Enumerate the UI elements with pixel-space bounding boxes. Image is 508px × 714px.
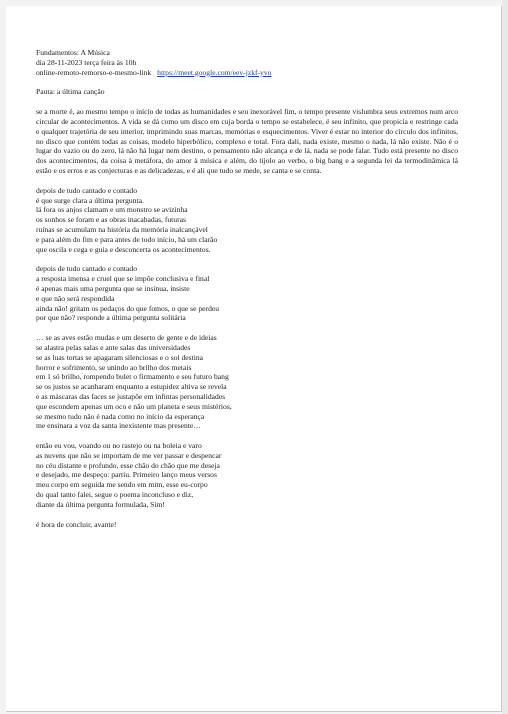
verse-line: meu corpo em seguida me sendo em mim, esse eu-corpo (36, 480, 208, 490)
stanza-4 (36, 441, 466, 510)
verse-line: e para além do fim e para antes de todo início, há um clarão (36, 234, 218, 244)
verse-line: que escondem apenas um oco e não um planeta e seus mistérios, (36, 401, 232, 411)
viewer-edge (502, 0, 508, 714)
verse-line: se mesmo tudo não é nada como no início da esperança (36, 411, 205, 421)
meeting-header (36, 48, 466, 77)
verse-line: depois de tudo cantado e contado (36, 185, 138, 195)
verse-line: se alastra pelas salas e ante salas das universidades (36, 342, 191, 352)
verse-line: me ensinara a voz da santa inexistente mas presente… (36, 421, 201, 431)
verse-line: em 1 só brilho, rompendo bulet o firmamento e seu futuro bang (36, 372, 229, 382)
document-title: Fundamentos: A Música (36, 48, 110, 57)
verse-line: se os justos se acanharam enquanto a estupidez altiva se revela (36, 382, 227, 392)
verse-line: e desejado, me despeço: partiu. Primeiro lanço meus versos (36, 470, 217, 480)
verse-line: horror e sofrimento, se unindo ao brilho dos metais (36, 362, 192, 372)
agenda-text: Pauta: a última canção (36, 87, 105, 97)
verse-line: os sonhos se foram e as obras inacabadas, futuras (36, 215, 186, 225)
verse-line: ruínas se acumulam na história da memória inalcançável (36, 224, 208, 234)
intro-paragraph: se a morte é, ao mesmo tempo o início de todas as humanidades e seu inexorável fim, o tempo presente vislumbra seus extremos num arco circular de acontecimentos. A vida se dá como um disco em cuja borda o tempo se estabelece, é seu infinito, que propicia e restringe cada e qualquer trajetória de seu interior, imprimindo suas marcas, memórias e esquecimentos. Viver é estar no interior do círculo dos infinitos, no disco que contém todas as coisas, modelo hiperbólico, complexo e total. Fora dali, nada existe, mesmo o nada, lá não existe. Não é o lugar do vazio ou do zero, lá não há lugar nem destino, o pensamento não alcança e de lá, nada se pode falar. Tudo está presente no disco dos acontecimentos, da coisa à metáfora, do amor à música e além, do tijolo ao verbo, o big bang e a segunda lei da termodinâmica lá estão e os erros e as conjecturas e as delicadezas, e é ali que tudo se mede, se canta e se conta. (36, 107, 458, 175)
verse-line: e as máscaras das faces se justapõe em infintas personalidades (36, 391, 226, 401)
meeting-date: dia 28-11-2023 terça feira às 10h (36, 57, 137, 67)
verse-line: então eu vou, voando ou no rastejo ou na boleia e varo (36, 441, 202, 451)
verse-line: é que surge clara a última pergunta. (36, 195, 144, 205)
closing-line: é hora de concluir, avante! (36, 519, 117, 529)
stanza-1 (36, 186, 466, 255)
meeting-link[interactable]: https://meet.google.com/eev-jzkf-yvo (157, 67, 272, 77)
stanza-2 (36, 264, 466, 323)
verse-line: ainda não! gritam os pedaços do que fomos, o que se perdeu (36, 303, 220, 313)
verse-line: as nuvens que não se importam de me ver passar e despencar (36, 450, 222, 460)
meeting-location: online-remoto-remorso-e-mesmo-link (36, 67, 152, 77)
stanza-3 (36, 333, 466, 431)
verse-line: diante da última pergunta formulada, Sim! (36, 499, 165, 509)
verse-line: que oscila e cega e guia e desconcerta os acontecimentos. (36, 244, 211, 254)
verse-line: depois de tudo cantado e contado (36, 264, 138, 274)
verse-line: do qual tanto falei, segue o poema inconcluso e diz, (36, 490, 194, 500)
document-content (36, 48, 466, 529)
verse-line: e que não será respondida (36, 293, 115, 303)
agenda (36, 87, 466, 97)
verse-line: lá fora os anjos clamam e um monstro se avizinha (36, 205, 188, 215)
verse-line: se as luas tortas se apagaram silenciosas e o sol destina (36, 352, 204, 362)
meeting-location-row (36, 68, 466, 78)
verse-line: a resposta imensa e cruel que se impõe conclusiva e final (36, 274, 210, 284)
verse-line: no céu distante e profundo, esse chão do chão que me deseja (36, 460, 220, 470)
verse-line: … se as aves estão mudas e um deserto de gente e de ideias (36, 333, 217, 343)
verse-line: por que não? responde a última pergunta solitária (36, 313, 186, 323)
document-page (6, 6, 502, 712)
verse-line: é apenas mais uma pergunta que se insinua, insiste (36, 283, 190, 293)
